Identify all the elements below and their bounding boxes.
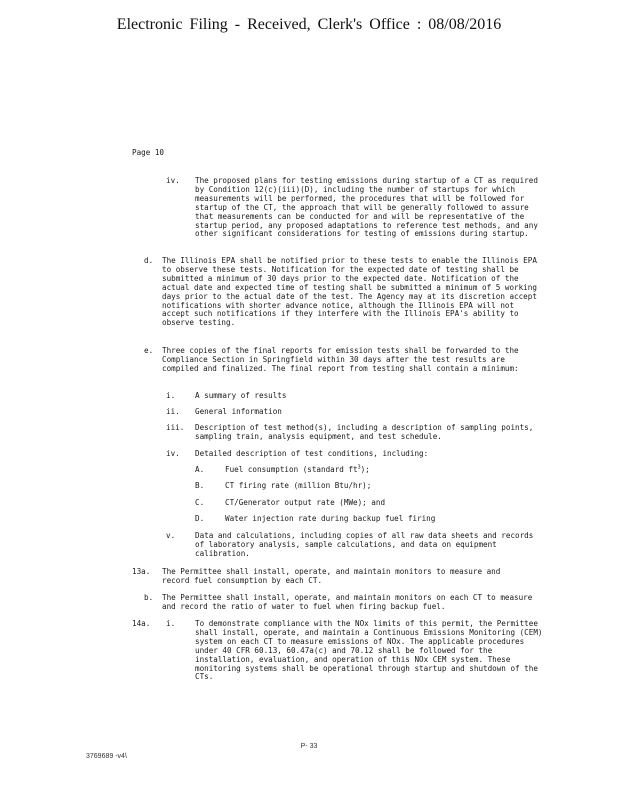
- item-label: A.: [195, 465, 205, 474]
- item-text: Water injection rate during backup fuel firing: [225, 514, 436, 523]
- item-label: i.: [166, 391, 176, 400]
- item-text: Three copies of the final reports for emission tests shall be forwarded to the Compliance Section in Springfield within 30 days after the test results are compiled and finalized. The final report from testing shall contain a minimum:: [162, 346, 524, 373]
- item-label: v.: [166, 531, 176, 540]
- item-text: A summary of results: [195, 391, 287, 400]
- item-label: iii.: [166, 423, 185, 432]
- item-text: Detailed description of test conditions, including:: [195, 449, 429, 458]
- item-label: iv.: [166, 449, 180, 458]
- item-label: 13a.: [132, 567, 151, 576]
- item-text: The Permittee shall install, operate, and maintain monitors on each CT to measure and record the ratio of water to fuel when firing backup fuel.: [162, 593, 537, 611]
- item-label: 14a.: [132, 619, 151, 628]
- item-text: Data and calculations, including copies of all raw data sheets and records of laboratory analysis, sample calculations, and data on equipment calibration.: [195, 531, 538, 558]
- item-text: To demonstrate compliance with the NOx limits of this permit, the Permittee shall install, operate, and maintain a Continuous Emissions Monitoring (CEM) system on each CT to measure emissions of NOx. The applicable procedures under 40 CFR 60.13, 60.47a(c) and 70.12 shall be followed for the installation, evaluation, and operation of this NOx CEM system. These monitoring systems shall be operational through startup and shutdown of the CTs.: [195, 619, 548, 682]
- item-label: e.: [144, 346, 154, 355]
- item-label: D.: [195, 514, 205, 523]
- item-text: CT/Generator output rate (MWe); and: [225, 498, 386, 507]
- item-text: The Permittee shall install, operate, and maintain monitors to measure and record fuel consumption by each CT.: [162, 567, 505, 585]
- filing-header: Electronic Filing - Received, Clerk's Office : 08/08/2016: [116, 16, 502, 33]
- item-text: Description of test method(s), including a description of sampling points, sampling train, analysis equipment, and test schedule.: [195, 423, 538, 441]
- item-sublabel: i.: [166, 619, 176, 628]
- item-text: CT firing rate (million Btu/hr);: [225, 481, 372, 490]
- page-label: Page 10: [132, 148, 165, 157]
- item-label: C.: [195, 498, 205, 507]
- footer-page-number: P- 33: [300, 743, 318, 750]
- item-label: b.: [144, 593, 154, 602]
- item-label: d.: [144, 256, 154, 265]
- item-text: Fuel consumption (standard $ft^3$);: [225, 464, 370, 474]
- footer-doc-id: 3769689 -v4\: [86, 753, 127, 760]
- item-label: iv.: [166, 176, 180, 185]
- item-text: The proposed plans for testing emissions during startup of a CT as required by Condition 12(c)(iii)(D), including the number of startups for which measurements will be performed, the procedures that will be followed for startup of the CT, the approach that will be generally followed to assure that measurements can be conducted for and will be representative of the startup period, any proposed adaptations to reference test methods, and any other significant considerations for testing of emissions during startup.: [195, 176, 543, 239]
- item-text: General information: [195, 407, 282, 416]
- item-label: B.: [195, 481, 205, 490]
- item-text: The Illinois EPA shall be notified prior to these tests to enable the Illinois EPA to observe these tests. Notification for the expected date of testing shall be submitted a minimum of 30 days prior to the expected date. Notification of the actual date and expected time of testing shall be submitted a minimum of 5 working days prior to the actual date of the test. The Agency may at its discretion accept notifications with shorter advance notice, although the Illinois EPA will not accept such notifications if they interfere with the Illinois EPA's ability to observe testing.: [162, 256, 542, 328]
- item-label: ii.: [166, 407, 180, 416]
